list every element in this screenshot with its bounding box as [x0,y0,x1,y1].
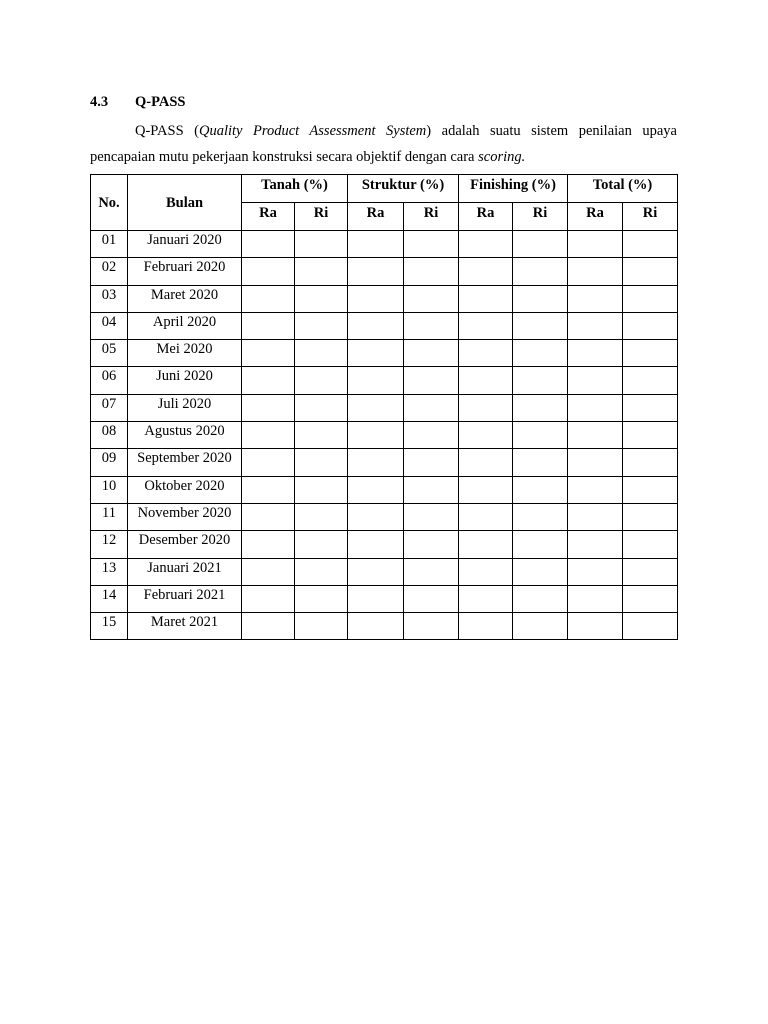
cell-total-ra [568,285,623,312]
cell-tanah-ri [295,258,348,285]
paragraph-italic-2: scoring. [478,149,526,165]
cell-finishing-ra [459,449,513,476]
cell-struktur-ri [404,613,459,640]
cell-struktur-ri [404,422,459,449]
cell-struktur-ri [404,503,459,530]
cell-finishing-ri [513,613,568,640]
table-row [91,231,678,258]
cell-tanah-ri [295,394,348,421]
cell-bulan: November 2020 [128,503,242,530]
cell-bulan: April 2020 [128,312,242,339]
cell-no: 10 [91,476,128,503]
cell-total-ra [568,231,623,258]
table-row [91,585,678,612]
cell-finishing-ri [513,258,568,285]
cell-finishing-ri [513,585,568,612]
table-row [91,449,678,476]
cell-total-ra [568,367,623,394]
cell-bulan: Desember 2020 [128,531,242,558]
cell-total-ri [623,449,678,476]
cell-struktur-ra [348,503,404,530]
cell-struktur-ra [348,312,404,339]
cell-tanah-ri [295,476,348,503]
table-row [91,422,678,449]
cell-finishing-ri [513,394,568,421]
cell-struktur-ra [348,340,404,367]
cell-finishing-ri [513,312,568,339]
header-struktur-ri: Ri [404,203,459,231]
cell-tanah-ra [242,394,295,421]
cell-total-ra [568,340,623,367]
cell-struktur-ri [404,449,459,476]
header-group-total: Total (%) [568,175,678,203]
cell-tanah-ri [295,312,348,339]
table-row [91,558,678,585]
cell-no: 06 [91,367,128,394]
cell-no: 08 [91,422,128,449]
cell-finishing-ra [459,367,513,394]
cell-finishing-ri [513,531,568,558]
section-number: 4.3 [90,94,109,110]
cell-finishing-ri [513,285,568,312]
cell-total-ri [623,531,678,558]
cell-finishing-ri [513,231,568,258]
cell-bulan: Februari 2020 [128,258,242,285]
cell-struktur-ra [348,449,404,476]
cell-finishing-ra [459,285,513,312]
cell-tanah-ri [295,340,348,367]
table-header-row-1 [91,175,678,203]
cell-finishing-ri [513,422,568,449]
cell-finishing-ra [459,585,513,612]
cell-tanah-ra [242,531,295,558]
cell-total-ri [623,558,678,585]
cell-tanah-ra [242,231,295,258]
cell-tanah-ra [242,367,295,394]
cell-no: 02 [91,258,128,285]
cell-struktur-ri [404,394,459,421]
cell-total-ra [568,449,623,476]
cell-tanah-ra [242,503,295,530]
cell-no: 12 [91,531,128,558]
cell-total-ri [623,585,678,612]
cell-struktur-ra [348,422,404,449]
cell-bulan: Januari 2020 [128,231,242,258]
cell-no: 15 [91,613,128,640]
cell-struktur-ri [404,476,459,503]
cell-bulan: Juli 2020 [128,394,242,421]
cell-no: 01 [91,231,128,258]
cell-no: 03 [91,285,128,312]
cell-finishing-ra [459,231,513,258]
cell-finishing-ra [459,531,513,558]
cell-bulan: Agustus 2020 [128,422,242,449]
cell-total-ri [623,312,678,339]
section-title: Q-PASS [135,94,186,110]
cell-struktur-ri [404,231,459,258]
cell-bulan: Maret 2020 [128,285,242,312]
table-row [91,285,678,312]
cell-bulan: Februari 2021 [128,585,242,612]
cell-tanah-ra [242,258,295,285]
cell-bulan: Januari 2021 [128,558,242,585]
cell-total-ra [568,312,623,339]
cell-finishing-ri [513,340,568,367]
cell-struktur-ri [404,312,459,339]
cell-total-ra [568,558,623,585]
cell-total-ri [623,285,678,312]
cell-struktur-ri [404,340,459,367]
cell-struktur-ri [404,285,459,312]
header-group-struktur: Struktur (%) [348,175,459,203]
table-body [91,231,678,640]
cell-tanah-ri [295,231,348,258]
cell-finishing-ra [459,258,513,285]
cell-total-ra [568,394,623,421]
cell-struktur-ra [348,531,404,558]
header-finishing-ri: Ri [513,203,568,231]
header-group-finishing: Finishing (%) [459,175,568,203]
cell-tanah-ri [295,613,348,640]
cell-total-ra [568,476,623,503]
cell-finishing-ri [513,476,568,503]
cell-no: 07 [91,394,128,421]
cell-no: 14 [91,585,128,612]
header-finishing-ra: Ra [459,203,513,231]
header-tanah-ri: Ri [295,203,348,231]
cell-total-ra [568,585,623,612]
table-row [91,312,678,339]
cell-total-ra [568,258,623,285]
table-row [91,531,678,558]
cell-total-ri [623,367,678,394]
cell-total-ra [568,422,623,449]
cell-bulan: Maret 2021 [128,613,242,640]
cell-tanah-ra [242,585,295,612]
cell-tanah-ra [242,449,295,476]
cell-tanah-ra [242,285,295,312]
cell-tanah-ri [295,367,348,394]
table-row [91,503,678,530]
section-heading [90,93,186,111]
cell-total-ri [623,422,678,449]
cell-struktur-ra [348,394,404,421]
cell-finishing-ra [459,558,513,585]
cell-bulan: September 2020 [128,449,242,476]
cell-tanah-ra [242,340,295,367]
cell-total-ra [568,613,623,640]
cell-finishing-ra [459,613,513,640]
cell-struktur-ra [348,258,404,285]
header-group-tanah: Tanah (%) [242,175,348,203]
table-row [91,613,678,640]
paragraph-text-2: ) adalah suatu sistem penilaian upaya pencapaian mutu pekerjaan konstruksi secara objektif dengan cara [90,123,677,165]
cell-tanah-ri [295,422,348,449]
cell-tanah-ra [242,558,295,585]
cell-struktur-ri [404,531,459,558]
cell-bulan: Juni 2020 [128,367,242,394]
cell-tanah-ri [295,531,348,558]
cell-tanah-ra [242,312,295,339]
cell-struktur-ra [348,367,404,394]
cell-total-ra [568,503,623,530]
cell-tanah-ri [295,449,348,476]
cell-struktur-ra [348,613,404,640]
cell-finishing-ra [459,340,513,367]
header-no: No. [91,175,128,231]
cell-bulan: Mei 2020 [128,340,242,367]
cell-finishing-ri [513,503,568,530]
cell-finishing-ri [513,449,568,476]
cell-total-ri [623,503,678,530]
cell-finishing-ra [459,312,513,339]
cell-finishing-ra [459,476,513,503]
cell-no: 09 [91,449,128,476]
cell-tanah-ri [295,558,348,585]
header-total-ri: Ri [623,203,678,231]
cell-total-ri [623,231,678,258]
cell-struktur-ri [404,585,459,612]
cell-finishing-ri [513,558,568,585]
cell-struktur-ra [348,285,404,312]
cell-total-ri [623,476,678,503]
cell-struktur-ra [348,558,404,585]
cell-struktur-ra [348,476,404,503]
cell-finishing-ra [459,394,513,421]
cell-struktur-ri [404,258,459,285]
qpass-table [90,174,678,640]
cell-struktur-ri [404,367,459,394]
table-row [91,476,678,503]
table-row [91,340,678,367]
cell-tanah-ri [295,585,348,612]
table-row [91,258,678,285]
cell-struktur-ra [348,231,404,258]
cell-tanah-ra [242,422,295,449]
cell-struktur-ra [348,585,404,612]
table-row [91,394,678,421]
intro-paragraph [90,118,677,170]
cell-finishing-ri [513,367,568,394]
cell-no: 13 [91,558,128,585]
header-bulan: Bulan [128,175,242,231]
cell-finishing-ra [459,503,513,530]
cell-finishing-ra [459,422,513,449]
cell-total-ri [623,394,678,421]
cell-total-ri [623,340,678,367]
cell-tanah-ra [242,476,295,503]
cell-bulan: Oktober 2020 [128,476,242,503]
cell-tanah-ri [295,503,348,530]
paragraph-text-1: Q-PASS ( [135,123,199,139]
table-row [91,367,678,394]
cell-no: 04 [91,312,128,339]
cell-no: 05 [91,340,128,367]
cell-tanah-ra [242,613,295,640]
cell-total-ri [623,613,678,640]
cell-tanah-ri [295,285,348,312]
header-tanah-ra: Ra [242,203,295,231]
cell-total-ri [623,258,678,285]
cell-total-ra [568,531,623,558]
cell-no: 11 [91,503,128,530]
paragraph-italic-1: Quality Product Assessment System [198,123,427,139]
cell-struktur-ri [404,558,459,585]
header-total-ra: Ra [568,203,623,231]
header-struktur-ra: Ra [348,203,404,231]
